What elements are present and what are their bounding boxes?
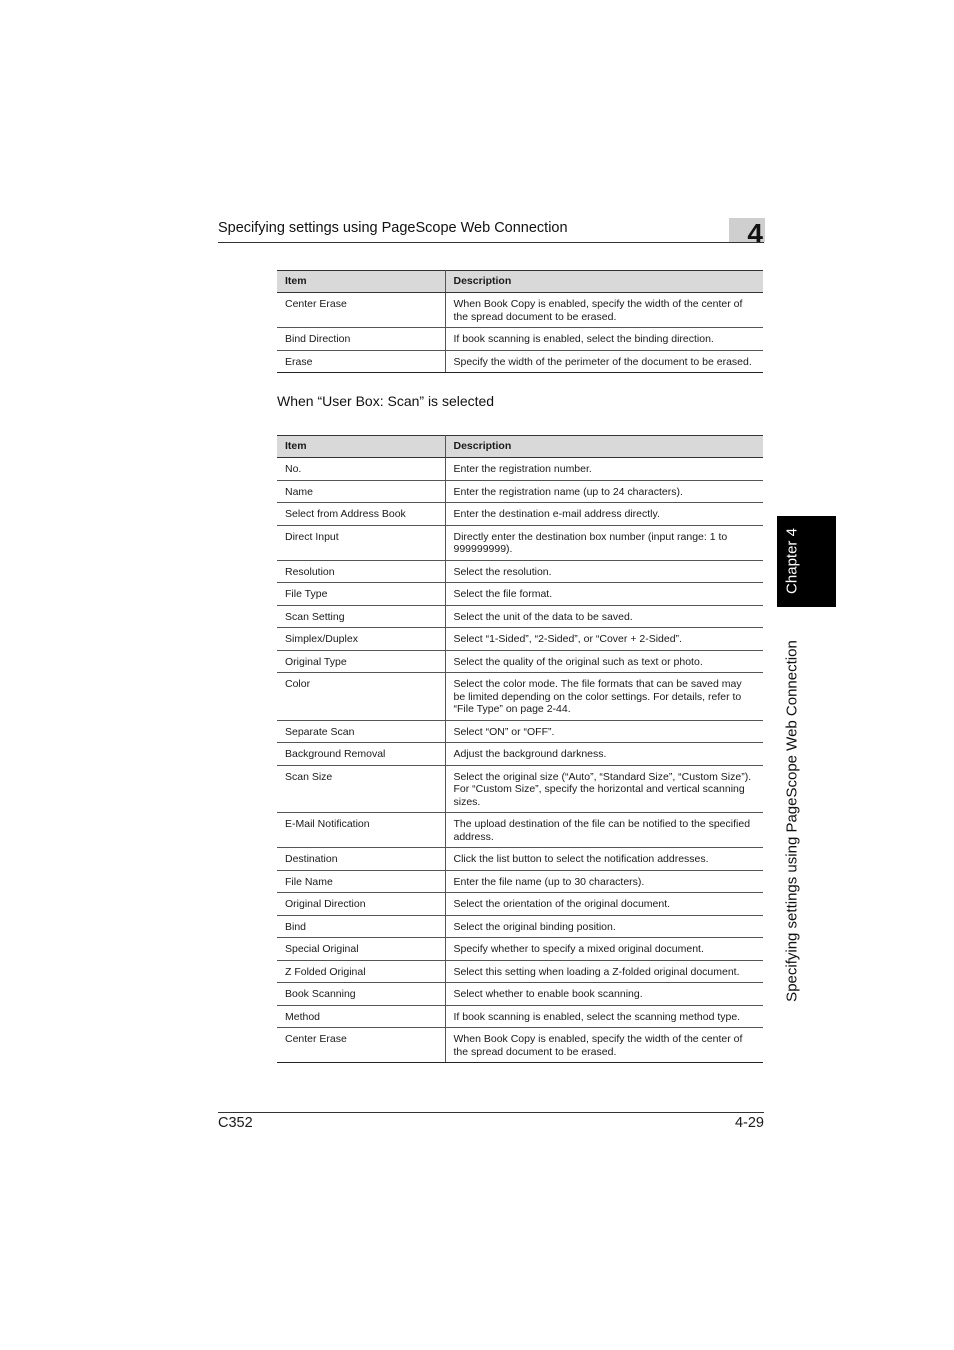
chapter-number: 4 <box>747 218 763 242</box>
description-cell: The upload destination of the file can be notified to the specified address. <box>445 813 763 848</box>
description-cell: Enter the file name (up to 30 characters). <box>445 870 763 893</box>
description-cell: Select “1-Sided”, “2-Sided”, or “Cover + 2-Sided”. <box>445 628 763 651</box>
item-cell: Bind Direction <box>277 328 445 351</box>
item-cell: No. <box>277 458 445 481</box>
table-row <box>277 525 763 560</box>
description-cell: Directly enter the destination box number (input range: 1 to 999999999). <box>445 525 763 560</box>
description-cell: Select the color mode. The file formats that can be saved may be limited depending on the color settings. For details, refer to “File Type” on page 2-44. <box>445 673 763 721</box>
description-cell: Select the file format. <box>445 583 763 606</box>
description-cell: If book scanning is enabled, select the scanning method type. <box>445 1005 763 1028</box>
column-header-item: Item <box>277 271 445 293</box>
description-cell: When Book Copy is enabled, specify the width of the center of the spread document to be erased. <box>445 293 763 328</box>
chapter-number-box <box>729 218 765 242</box>
table-row <box>277 743 763 766</box>
description-cell: Enter the destination e-mail address directly. <box>445 503 763 526</box>
item-cell: Select from Address Book <box>277 503 445 526</box>
description-cell: Adjust the background darkness. <box>445 743 763 766</box>
table-row <box>277 328 763 351</box>
table-row <box>277 350 763 373</box>
settings-table-1 <box>277 270 763 373</box>
footer-divider <box>218 1112 764 1113</box>
footer-page-number: 4-29 <box>734 1115 764 1131</box>
item-cell: Color <box>277 673 445 721</box>
column-header-item: Item <box>277 436 445 458</box>
table-row <box>277 848 763 871</box>
table-row <box>277 960 763 983</box>
table-row <box>277 870 763 893</box>
table-row <box>277 893 763 916</box>
table-row <box>277 720 763 743</box>
settings-table-2 <box>277 435 763 1063</box>
description-cell: Enter the registration name (up to 24 characters). <box>445 480 763 503</box>
item-cell: Simplex/Duplex <box>277 628 445 651</box>
item-cell: E-Mail Notification <box>277 813 445 848</box>
table-row <box>277 293 763 328</box>
description-cell: If book scanning is enabled, select the binding direction. <box>445 328 763 351</box>
table-row <box>277 983 763 1006</box>
description-cell: Specify the width of the perimeter of the document to be erased. <box>445 350 763 373</box>
item-cell: File Type <box>277 583 445 606</box>
item-cell: Resolution <box>277 560 445 583</box>
description-cell: Select the orientation of the original document. <box>445 893 763 916</box>
item-cell: Special Original <box>277 938 445 961</box>
table-header-row <box>277 271 763 293</box>
table-row <box>277 503 763 526</box>
table-row <box>277 458 763 481</box>
description-cell: Select the original binding position. <box>445 915 763 938</box>
chapter-side-tab-label: Chapter 4 <box>783 528 801 594</box>
footer-model-name: C352 <box>218 1115 253 1131</box>
column-header-description: Description <box>445 436 763 458</box>
item-cell: Scan Size <box>277 765 445 813</box>
description-cell: Select the quality of the original such as text or photo. <box>445 650 763 673</box>
item-cell: Bind <box>277 915 445 938</box>
table-row <box>277 560 763 583</box>
description-cell: Select whether to enable book scanning. <box>445 983 763 1006</box>
table-body <box>277 458 763 1063</box>
item-cell: Method <box>277 1005 445 1028</box>
description-cell: Click the list button to select the notification addresses. <box>445 848 763 871</box>
item-cell: Separate Scan <box>277 720 445 743</box>
table-row <box>277 480 763 503</box>
description-cell: Select the unit of the data to be saved. <box>445 605 763 628</box>
table-row <box>277 915 763 938</box>
table-header-row <box>277 436 763 458</box>
item-cell: Book Scanning <box>277 983 445 1006</box>
item-cell: Scan Setting <box>277 605 445 628</box>
item-cell: Original Type <box>277 650 445 673</box>
table-row <box>277 813 763 848</box>
item-cell: Direct Input <box>277 525 445 560</box>
description-cell: Select “ON” or “OFF”. <box>445 720 763 743</box>
table-body <box>277 293 763 373</box>
item-cell: Name <box>277 480 445 503</box>
description-cell: Specify whether to specify a mixed original document. <box>445 938 763 961</box>
table-row <box>277 673 763 721</box>
section-subheading: When “User Box: Scan” is selected <box>277 393 495 409</box>
item-cell: File Name <box>277 870 445 893</box>
column-header-description: Description <box>445 271 763 293</box>
item-cell: Destination <box>277 848 445 871</box>
item-cell: Center Erase <box>277 1028 445 1063</box>
header-divider <box>218 242 764 243</box>
description-cell: Select this setting when loading a Z-folded original document. <box>445 960 763 983</box>
description-cell: Enter the registration number. <box>445 458 763 481</box>
table-row <box>277 605 763 628</box>
table-row <box>277 938 763 961</box>
item-cell: Original Direction <box>277 893 445 916</box>
description-cell: Select the resolution. <box>445 560 763 583</box>
item-cell: Background Removal <box>277 743 445 766</box>
item-cell: Erase <box>277 350 445 373</box>
description-cell: Select the original size (“Auto”, “Standard Size”, “Custom Size”). For “Custom Size”, specify the horizontal and vertical scanning sizes. <box>445 765 763 813</box>
item-cell: Center Erase <box>277 293 445 328</box>
table-row <box>277 650 763 673</box>
page-header-title: Specifying settings using PageScope Web Connection <box>218 220 568 236</box>
table-row <box>277 628 763 651</box>
table-row <box>277 1028 763 1063</box>
table-row <box>277 1005 763 1028</box>
table-row <box>277 765 763 813</box>
description-cell: When Book Copy is enabled, specify the width of the center of the spread document to be erased. <box>445 1028 763 1063</box>
item-cell: Z Folded Original <box>277 960 445 983</box>
table-row <box>277 583 763 606</box>
section-side-label: Specifying settings using PageScope Web Connection <box>783 640 801 1002</box>
